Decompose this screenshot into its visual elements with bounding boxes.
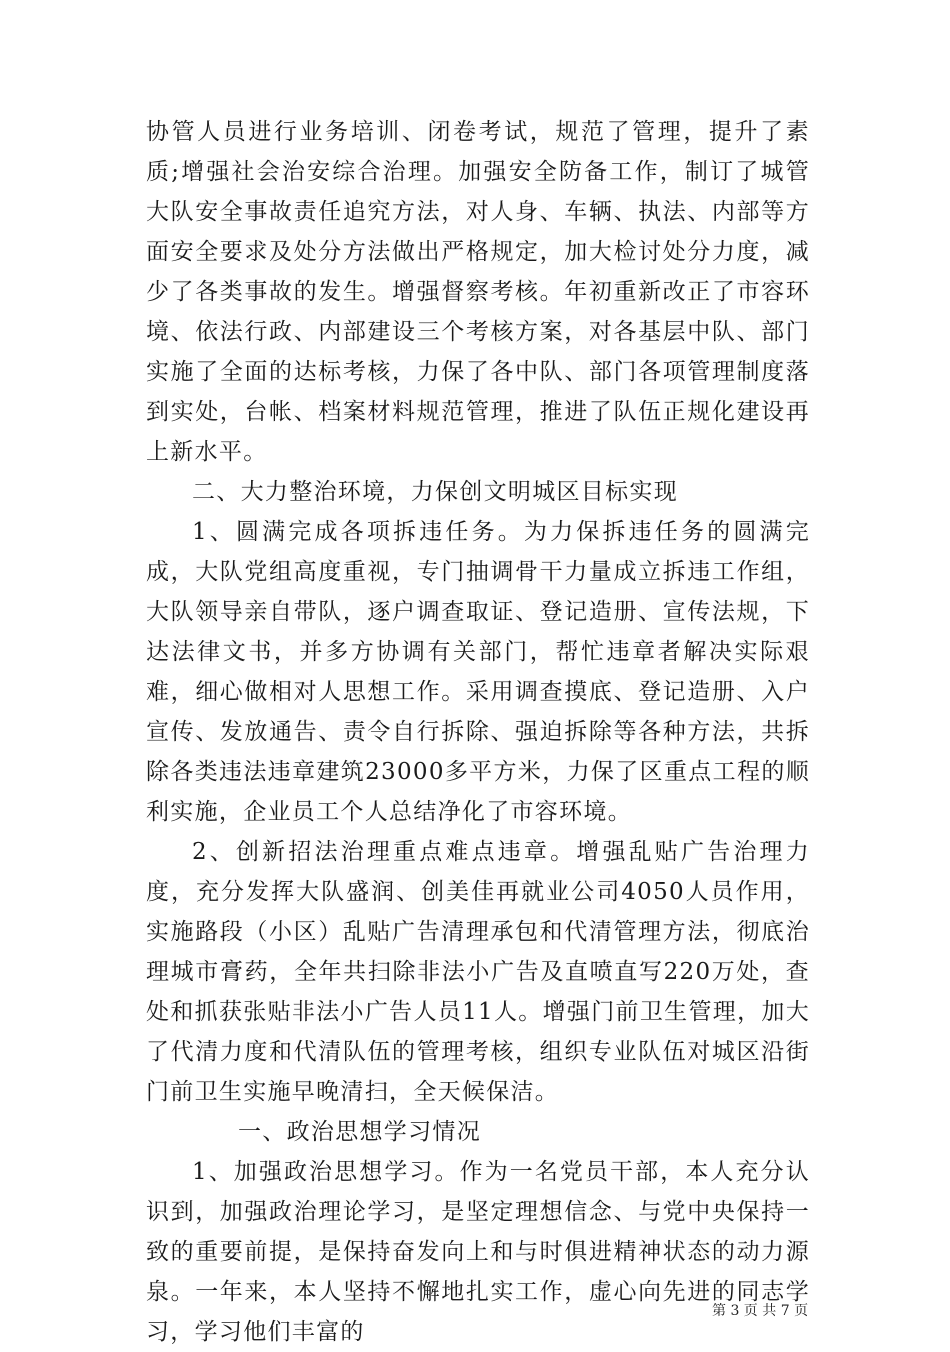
paragraph-demolition: 1、圆满完成各项拆违任务。为力保拆违任务的圆满完成，大队党组高度重视，专门抽调骨干力量成立拆违工作组，大队领导亲自带队，逐户调查取证、登记造册、宣传法规，下达法律文书，并多方协调有关部门，帮忙违章者解决实际艰难，细心做相对人思想工作。采用调查摸底、登记造册、入户宣传、发放通告、责令自行拆除、强迫拆除等各种方法，共拆除各类违法违章建筑23000多平方米，力保了区重点工程的顺利实施，企业员工个人总结净化了市容环境。: [146, 519, 810, 825]
section-heading-1: 一、政治思想学习情况: [238, 1119, 481, 1145]
paragraph-continued: 协管人员进行业务培训、闭卷考试，规范了管理，提升了素质;增强社会治安综合治理。加强安全防备工作，制订了城管大队安全事故责任追究方法，对人身、车辆、执法、内部等方面安全要求及处分方法做出严格规定，加大检讨处分力度，减少了各类事故的发生。增强督察考核。年初重新改正了市容环境、依法行政、内部建设三个考核方案，对各基层中队、部门实施了全面的达标考核，力保了各中队、部门各项管理制度落到实处，台帐、档案材料规范管理，推进了队伍正规化建设再上新水平。: [146, 119, 810, 465]
section-heading-2: 二、大力整治环境，力保创文明城区目标实现: [192, 479, 678, 505]
page-number: 第 3 页 共 7 页: [712, 1303, 809, 1319]
paragraph-advertising: 2、创新招法治理重点难点违章。增强乱贴广告治理力度，充分发挥大队盛润、创美佳再就业公司4050人员作用，实施路段（小区）乱贴广告清理承包和代清管理方法，彻底治理城市膏药，全年共扫除非法小广告及直喷直写220万处，查处和抓获张贴非法小广告人员11人。增强门前卫生管理，加大了代清力度和代清队伍的管理考核，组织专业队伍对城区沿街门前卫生实施早晚清扫，全天候保洁。: [146, 839, 810, 1105]
paragraph-political-study: 1、加强政治思想学习。作为一名党员干部，本人充分认识到，加强政治理论学习，是坚定理想信念、与党中央保持一致的重要前提，是保持奋发向上和与时俱进精神状态的动力源泉。一年来，本人坚持不懈地扎实工作，虚心向先进的同志学习，学习他们丰富的: [146, 1159, 810, 1345]
document-body: [146, 112, 810, 1352]
